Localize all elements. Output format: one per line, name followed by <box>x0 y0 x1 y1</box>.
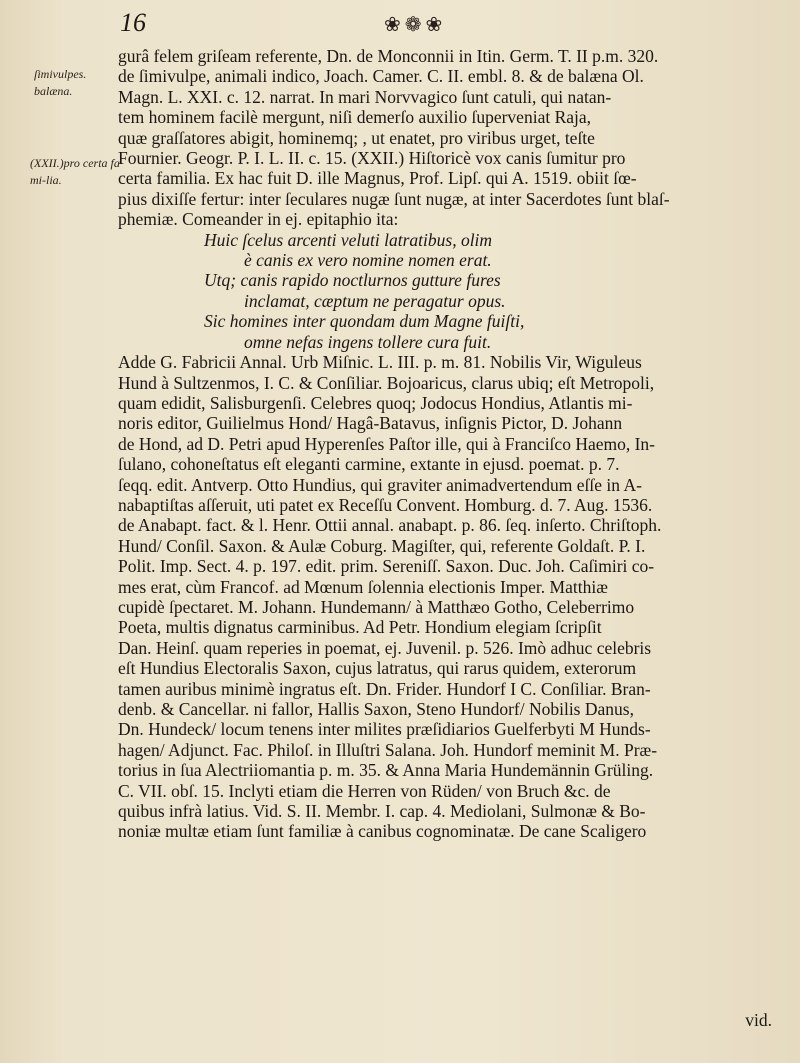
text-line: phemiæ. Comeander in ej. epitaphio ita: <box>118 209 399 230</box>
text-line: quæ graſſatores abigit, hominemq; , ut enatet, pro viribus urget, teſte <box>118 127 595 148</box>
text-line: quibus infrà latius. Vid. S. II. Membr. I. cap. 4. Mediolani, Sulmonæ & Bo- <box>118 801 646 822</box>
page-number: 16 <box>120 8 146 37</box>
text-line: cupidè ſpectaret. M. Johann. Hundemann/ à Matthæo Gotho, Celeberrimo <box>118 596 635 617</box>
text-line: de Anabapt. fact. & l. Henr. Ottii annal. anabapt. p. 86. ſeq. inſerto. Chriſtoph. <box>118 515 662 536</box>
verse-line: Utq; canis rapido noctlurnos gutture fures <box>204 270 501 291</box>
text-line: ſulano, cohoneſtatus eſt eleganti carmine, extante in ejusd. poemat. p. 7. <box>118 454 620 475</box>
text-line: noniæ multæ etiam ſunt familiæ à canibus cognominatæ. De cane Scaligero <box>118 821 647 842</box>
text-line: eſt Hundius Electoralis Saxon, cujus latratus, qui rarus quidem, exterorum <box>118 658 637 679</box>
text-line: Adde G. Fabricii Annal. Urb Miſnic. L. III. p. m. 81. Nobilis Vir, Wiguleus <box>118 352 642 373</box>
text-line: Hund/ Conſil. Saxon. & Aulæ Coburg. Magiſter, qui, referente Goldaſt. P. I. <box>118 535 646 556</box>
header-ornament: ❀❁❀ <box>384 14 447 36</box>
verse-line: è canis ex vero nomine nomen erat. <box>244 250 492 271</box>
catchword: vid. <box>745 1010 772 1030</box>
text-line: Fournier. Geogr. P. I. L. II. c. 15. (XXII.) Hiſtoricè vox canis ſumitur pro <box>118 148 626 169</box>
verse-line: Sic homines inter quondam dum Magne fuiſti, <box>204 311 525 332</box>
verse-line: Huic ſcelus arcenti veluti latratibus, olim <box>204 229 493 250</box>
text-line: pius dixiſſe fertur: inter ſeculares nugæ ſunt nugæ, at inter Sacerdotes ſunt blaſ- <box>118 188 670 209</box>
text-line: C. VII. obſ. 15. Inclyti etiam die Herren von Rüden/ von Bruch &c. de <box>118 780 611 801</box>
text-line: gurâ felem griſeam referente, Dn. de Monconnii in Itin. Germ. T. II p.m. 320. <box>118 46 659 66</box>
text-line: de Hond, ad D. Petri apud Hyperenſes Paſtor ille, qui à Franciſco Haemo, In- <box>118 433 656 454</box>
text-line: Poeta, multis dignatus carminibus. Ad Petr. Hondium elegiam ſcripſit <box>118 617 602 638</box>
text-line: denb. & Cancellar. ni fallor, Hallis Saxon, Steno Hundorf/ Nobilis Danus, <box>118 699 634 719</box>
margin-note-1: ſimivulpes. balæna. <box>34 67 87 98</box>
verse-line: omne nefas ingens tollere cura fuit. <box>244 331 492 352</box>
text-line: Dn. Hundeck/ locum tenens inter milites præſidiarios Guelferbyti M Hunds- <box>118 719 651 740</box>
text-line: quam edidit, Salisburgenſi. Celebres quoq; Jodocus Hondius, Atlantis mi- <box>118 392 633 413</box>
text-line: Magn. L. XXI. c. 12. narrat. In mari Norvvagico ſunt catuli, qui natan- <box>118 86 612 107</box>
text-line: Dan. Heinſ. quam reperies in poemat, ej. Juvenil. p. 526. Imò adhuc celebris <box>118 637 652 658</box>
body-text <box>118 46 780 842</box>
text-line: mes erat, cùm Francof. ad Mœnum ſolennia electionis Imper. Matthiæ <box>118 576 608 597</box>
verse-line: inclamat, cæptum ne peragatur opus. <box>244 290 506 311</box>
text-line: tamen auribus minimè ingratus eſt. Dn. Frider. Hundorf I C. Conſiliar. Bran- <box>118 678 651 699</box>
text-line: tem hominem facilè mergunt, niſi demerſo auxilio ſuperveniat Raja, <box>118 107 592 128</box>
text-line: certa familia. Ex hac fuit D. ille Magnus, Prof. Lipſ. qui A. 1519. obiit ſœ- <box>118 168 637 189</box>
text-line: Hund à Sultzenmos, I. C. & Conſiliar. Bojoaricus, clarus ubiq; eſt Metropoli, <box>118 372 655 393</box>
margin-note-2: (XXII.)pro certa fa mi-lia. <box>30 156 120 187</box>
text-line: nabaptiſtas aſſeruit, uti patet ex Receſſu Convent. Homburg. d. 7. Aug. 1536. <box>118 494 653 515</box>
text-line: ſeqq. edit. Antverp. Otto Hundius, qui graviter animadvertendum eſſe in A- <box>118 474 642 495</box>
text-line: noris editor, Guilielmus Hond/ Hagâ-Batavus, inſignis Pictor, D. Johann <box>118 413 623 434</box>
text-line: torius in ſua Alectriiomantia p. m. 35. & Anna Maria Hundemännin Grüling. <box>118 760 654 781</box>
text-line: de ſimivulpe, animali indico, Joach. Camer. C. II. embl. 8. & de balæna Ol. <box>118 66 644 87</box>
text-line: Polit. Imp. Sect. 4. p. 197. edit. prim. Sereniſſ. Saxon. Duc. Joh. Caſimiri co- <box>118 556 655 577</box>
text-line: hagen/ Adjunct. Fac. Philoſ. in Illuſtri Salana. Joh. Hundorf meminit M. Præ- <box>118 739 658 760</box>
